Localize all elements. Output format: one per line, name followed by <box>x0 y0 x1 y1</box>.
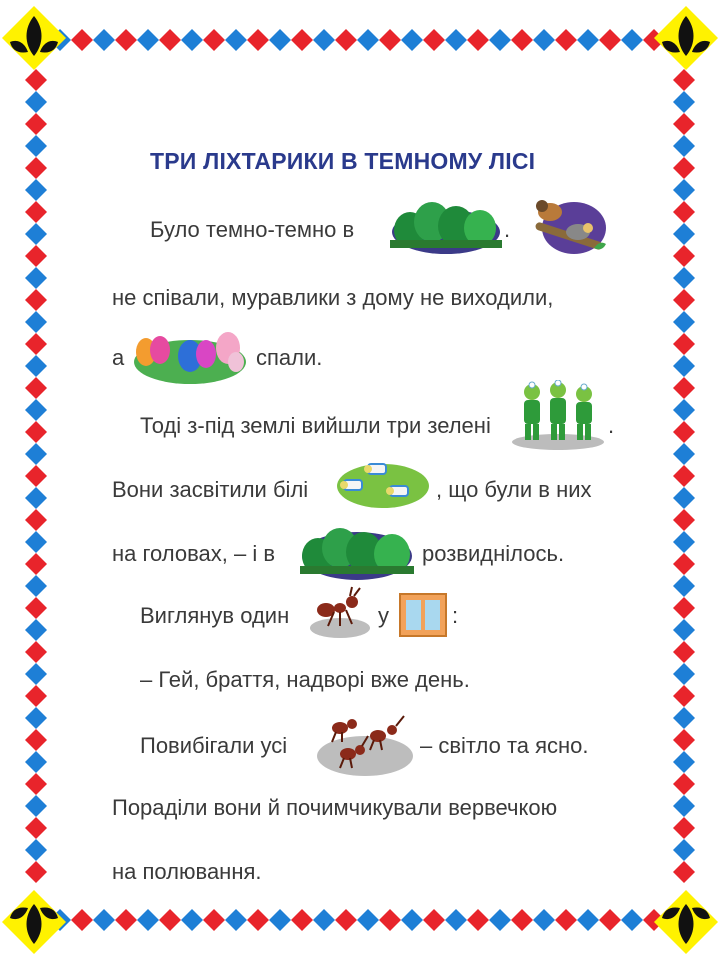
story-line-6-start: на головах, – і в <box>112 541 276 566</box>
forest-icon <box>300 520 414 582</box>
story-line-7-end: : <box>452 603 459 628</box>
story-line-7-start: Виглянув один <box>140 603 290 628</box>
story-line-1-text: Було темно-темно в <box>150 217 355 242</box>
story-line-5-start: Вони засвітили білі <box>112 477 309 502</box>
story-line-3-end: спали. <box>256 345 323 370</box>
story-line-9-end: – світло та ясно. <box>420 733 589 758</box>
forest-icon <box>390 196 502 256</box>
birds-icon <box>524 192 608 258</box>
story-line-10: Порадiли вони й почимчикували вервечкою <box>112 795 558 820</box>
story-line-1 <box>150 216 354 244</box>
story-line-4-end: . <box>608 413 615 438</box>
story-line-11: на полювання. <box>112 859 262 884</box>
ants-group-icon <box>314 702 416 778</box>
green-boys-icon <box>510 380 606 450</box>
story-line-8: – Гей, браття, надворі вже день. <box>140 667 470 692</box>
story-line-4: Тоді з-під землі вийшли три зелені <box>140 413 491 438</box>
story-line-6-end: розвиднілось. <box>422 541 565 566</box>
flashlights-icon <box>334 456 432 512</box>
page-title: ТРИ ЛІХТАРИКИ В ТЕМНОМУ ЛІСІ <box>150 148 536 174</box>
window-icon <box>398 592 448 638</box>
story-line-5-end: , що були в них <box>436 477 592 502</box>
story-line-9-start: Повибігали усі <box>140 733 288 758</box>
ant-icon <box>308 584 372 640</box>
story-line-1-end: . <box>504 217 511 242</box>
story-line-2: не співали, муравлики з дому не виходили, <box>112 285 554 310</box>
story-line-3-start: а <box>112 345 125 370</box>
butterflies-icon <box>132 330 248 386</box>
story-line-7-mid: у <box>378 603 389 628</box>
